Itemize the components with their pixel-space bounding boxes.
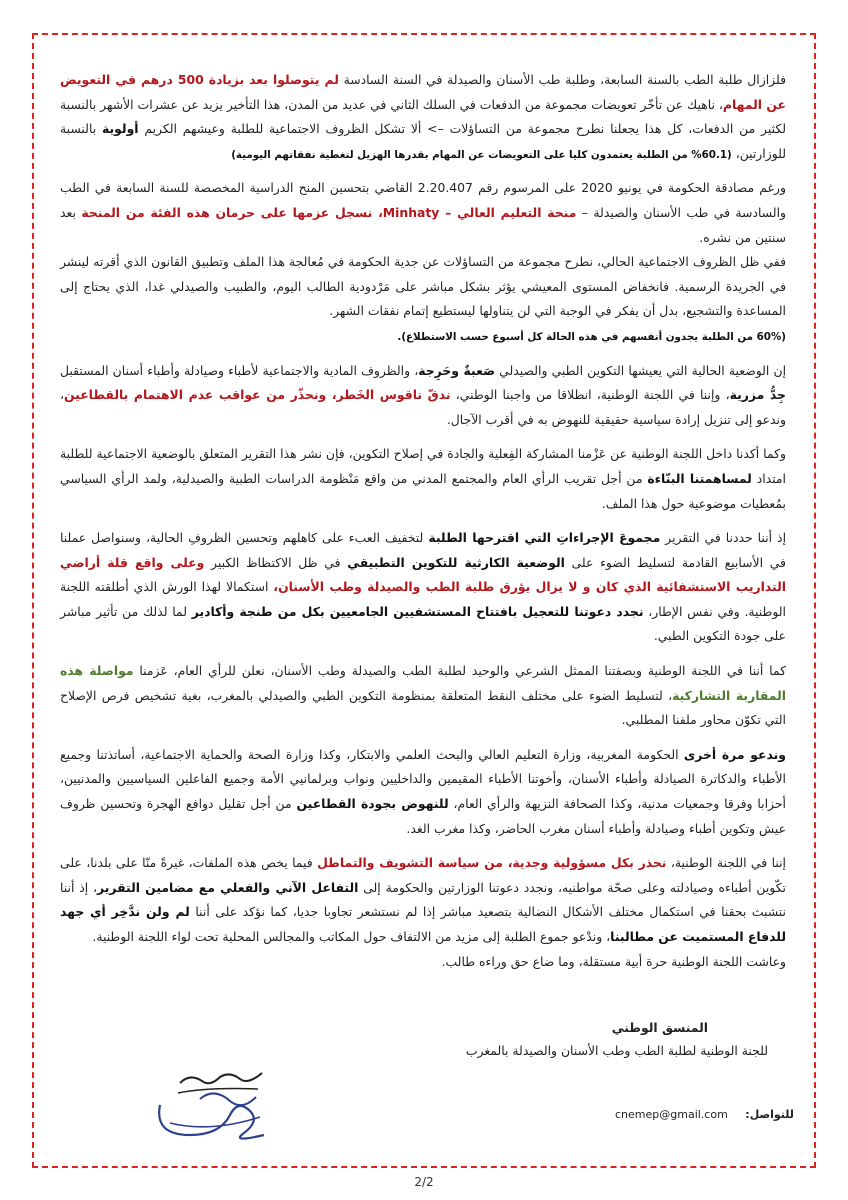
text: ، ناهيك عن تأخّر تعويضات مجموعة من الدفعات في السلك الثاني في عديد من المدن، هذا التأخير يزيد عن عشرات الأشهر بالنسبة لكثير من الدفعات، كل هذا يجعلنا نطرح مجموعة من التساؤلات –> ألا تشكل الظروف الاجتماعية للطلبة وعيشهم الكريم — [60, 96, 786, 137]
handwritten-signature — [150, 1065, 280, 1150]
text: ، وإننا في اللجنة الوطنية، انطلاقا من واجبنا الوطني، — [450, 387, 730, 403]
text: بالنسبة للوزارتين، — [60, 121, 786, 161]
text: إننا في اللجنة الوطنية، — [666, 855, 786, 871]
text: لما لذلك من تأثير مباشر على جودة التكوين الطبي. — [60, 603, 786, 644]
paragraph-warning — [60, 359, 786, 433]
text: ، وندْعو جموع الطلبة إلى مزيد من الالتفاف حول المكاتب والمجالس المحلية تحت لواء اللجنة الوطنية. — [92, 929, 611, 944]
highlight-red: وعلى واقع قلة أراضي التداريب الاستشفائية الذي كان و لا يزال يؤرق طلبة الطب والصيدلة وطب الأسنان، — [60, 554, 786, 595]
paragraph-measures — [60, 526, 786, 649]
highlight-bold: الوضعية الكارثية للتكوين التطبيقي — [347, 554, 565, 570]
contact-email[interactable]: cnemep@gmail.com — [615, 1108, 728, 1121]
paragraph-reform-participation — [60, 442, 786, 516]
text: الحكومة المغربية، وزارة التعليم العالي والبحث العلمي والابتكار، وكذا وزارة الصحة والحماية الاجتماعية، أساتذتنا وجميع الأطباء والدكاترة الصيادلة وأطباء الأسنان، وأخوتنا الأطباء المقيمين والداخليين ونواب وبرلمانيي الأمة وجميع الفاعلين السياسيين والمدنيين، أحزابا وفرقا وجمعيات مدنية، وكذا الصحافة النزيهة والرأي العام، — [60, 746, 786, 812]
text: فيما يخص هذه الملفات، غيرةً منّا على بلدنا، على تكّوين أطباءه وصيادلته وعلى صحّة مواطنيه، ونجدد دعوتنا الوزارتين والحكومة إلى — [60, 855, 786, 895]
highlight-red: نحذر بكل مسؤولية وجدية، من سياسة التشويف والتماطل — [317, 855, 667, 871]
highlight-bold: للنهوض بجودة القطاعين — [296, 796, 449, 812]
page-number: 2/2 — [414, 1175, 434, 1189]
highlight-red: منحة التعليم العالي – Minhaty، نسجل عزمها على حرمان هذه الفئة من المنحة — [81, 204, 577, 220]
highlight-bold: لم ولن ندَّخِر أي جهد للدفاع المستميت عن مطالبنا — [60, 904, 786, 944]
highlight-bold: مجموعَ الإجراءاتِ التي اقترحها الطلبة — [428, 530, 661, 546]
highlight-red: لم يتوصلوا بعد بزيادة 500 درهم في التعويض عن المهام — [60, 72, 786, 112]
statistic-note: (60% من الطلبة يجدون أنفسهم في هذه الحالة كل أسبوع حسب الاستطلاع). — [397, 330, 786, 343]
highlight-bold: وندعو مرة أخرى — [683, 746, 786, 762]
highlight-bold: لمساهمتنا البنّاءة — [647, 470, 752, 486]
text: ، لتسليط الضوء على مختلف النقط المتعلقة بمنظومة التكوين الطبي والصيدلي بالمغرب، بغية تشخيص فرص الإصلاح التي تكوّن محاور ملفنا المطلبي. — [60, 687, 786, 728]
paragraph-final-warning — [60, 851, 786, 949]
contact-label: للتواصل: — [745, 1108, 794, 1121]
statistic-note: (60.1% من الطلبة يعتمدون كليا على التعويضات عن المهام بقدرها الهزيل لتغطية نفقاتهم اليومية) — [231, 148, 732, 161]
highlight-bold: جِدُّ مزرية — [729, 387, 786, 403]
text: بعد سنتين من نشره. — [60, 204, 786, 245]
paragraph-minhaty — [60, 176, 786, 250]
text: من أجل تقليل دوافع الهجرة وتحسين ظروف عيش وتكوين أطباء وصيادلة وأطباء أسنان مغرب الحاضر، وكذا مغرب الغد. — [60, 796, 786, 836]
text: ، وندعو إلى تنزيل إرادة سياسية حقيقية للنهوض به في أقرب الآجال. — [60, 387, 786, 427]
text: من أجل تقريب الرأي العام والمجتمع المدني من واقع مَنْظومة الدراسات الطبية والصيدلية، ولمد الرأي السياسي بمُعطيات موضوعية حول هذا الملف. — [60, 470, 786, 511]
text: إذ أننا حددنا في التقرير — [660, 530, 787, 546]
text: ورغم مصادقة الحكومة في يونيو 2020 على المرسوم رقم 2.20.407 القاضي بتحسين المنح الدراسية المخصصة للسنة السابعة في الطب والسادسة في طب الأسنان والصيدلة – — [60, 180, 786, 220]
text: وكما أكدنا داخل اللجنة الوطنية عن عَزْمنا المشاركة الفِعلية والجادة في إصلاح التكوين، فإن نشر هذا التقرير المتعلق بالوضعية الاجتماعية للطلبة امتداد — [60, 446, 786, 486]
highlight-green: مواصلة هذه المقاربة التشاركية — [60, 663, 786, 703]
paragraph-closing — [60, 950, 786, 975]
text: ، والظروف المادية والاجتماعية لأطباء وصيادلة وأطباء أسنان المستقبل — [60, 362, 419, 378]
highlight-red: ندقّ ناقوس الخَطر، ونحذّر من عواقب عدم الاهتمام بالقطاعين — [64, 387, 451, 403]
text: فلزازال طلبة الطب بالسنة السابعة، وطلبة طب الأسنان والصيدلة في السنة السادسة — [338, 72, 786, 87]
text: كما أننا في اللجنة الوطنية وبصفتنا الممثل الشرعي والوحيد لطلبة الطب والصيدلة وطب الأسنان، نعلن للرأي العام، عَزمنا — [133, 663, 787, 679]
paragraph-social-conditions — [60, 250, 786, 324]
paragraph-participatory-approach — [60, 659, 786, 733]
text: إن الوضعية الحالية التي يعيشها التكوين الطبي والصيدلي — [495, 362, 787, 378]
signatory-title: المنسق الوطني — [611, 1020, 708, 1035]
signatory-organization: للجنة الوطنية لطلبة الطب وطب الأسنان والصيدلة بالمغرب — [465, 1043, 768, 1058]
contact-info — [615, 1108, 794, 1121]
text: في ظل الاكتظاظ الكبير — [204, 554, 348, 570]
highlight-bold: التفاعل الآني والفعلي مع مضامين التقرير — [97, 879, 359, 895]
highlight-bold: صَعبةٌ وحَرِجة — [418, 362, 496, 378]
text: استكمالا لهذا الورش الذي أطلقته اللجنة الوطنية. وفي نفس الإطار، — [60, 579, 786, 619]
highlight-bold: أولوية — [102, 121, 139, 137]
text: ففي ظل الظروف الاجتماعية الحالي، نطرح مجموعة من التساؤلات عن جدية الحكومة في مُعالجة هذا الملف وتطبيق القانون الذي أقرته لينشر في الجريدة الرسمية. فانخفاض المستوى المعيشي يؤثر بشكل مباشر على مَرْدودية الطالب اليوم، والطبيب والصيدلي غدا، الذي يحتاج إلى المساعدة والتشجيع، بدل أن يفكر في الوجبة التي لن يتناولها ليستطيع إتمام نفقات الشهر. — [60, 254, 786, 319]
document-body — [60, 68, 786, 984]
signature-block — [466, 1020, 768, 1058]
paragraph-call-to-action — [60, 743, 786, 841]
highlight-bold: نجدد دعوتنا للتعجيل بافتتاح المستشفيين الجامعيين بكل من طنجة وأكادير — [191, 603, 644, 619]
text: لتخفيف العبء على كاهلهم وتحسين الظروفِ الحالية، وسنواصل عملنا في الأسابيع القادمة لتسليط الضوء على — [60, 530, 786, 570]
paragraph-note-60 — [60, 324, 786, 349]
paragraph-compensation — [60, 68, 786, 166]
text: وعاشت اللجنة الوطنية حرة أبية مستقلة، وما ضاع حق وراءه طالب. — [441, 953, 786, 969]
text: ، إذ أننا نتشبث بحقنا في استكمال مختلف الأشكال النضالية بتصعيد مباشر إذا لم نستشعر تجاوبا جديا، كما نؤكد على أننا — [60, 879, 786, 920]
